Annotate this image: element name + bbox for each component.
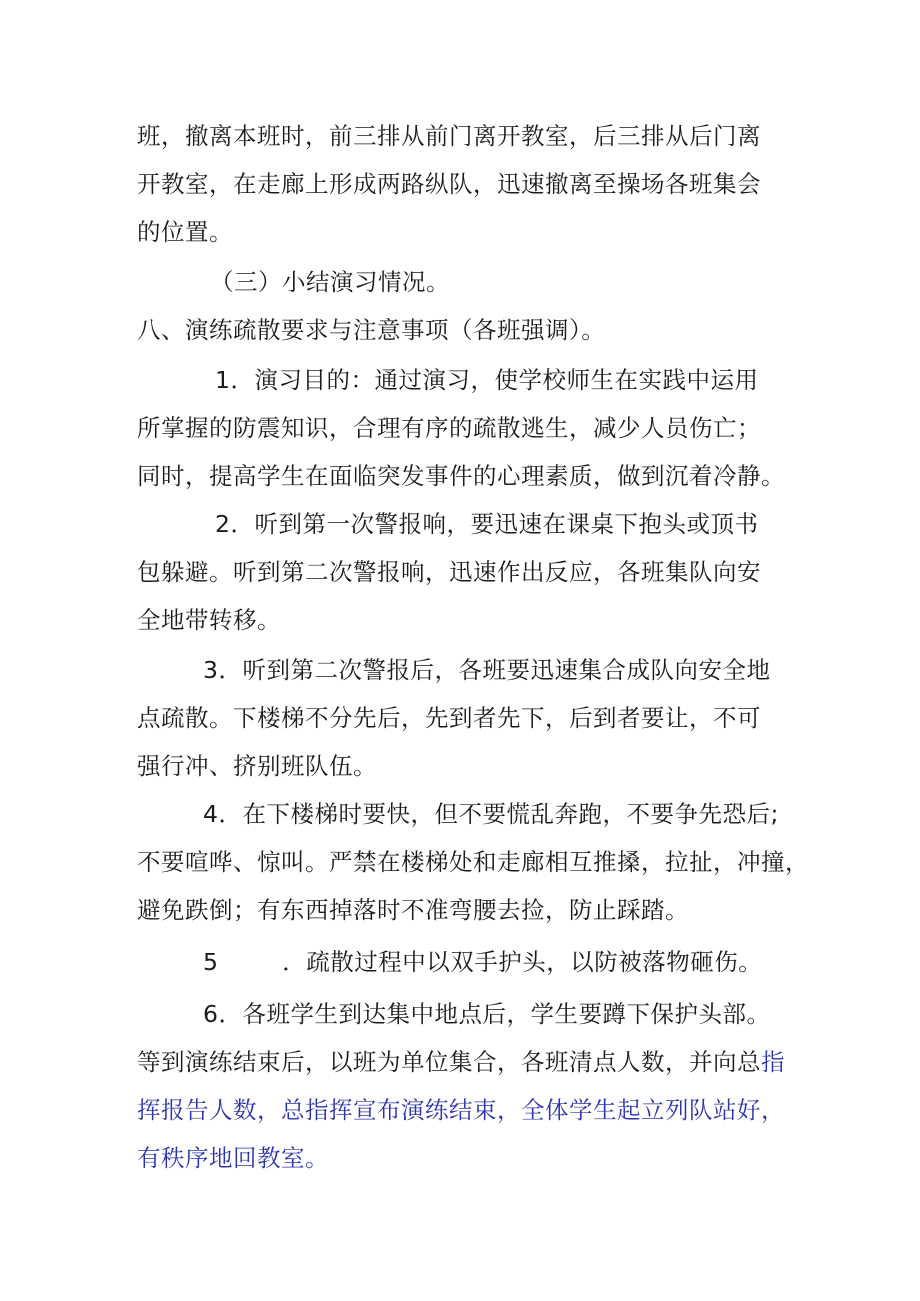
paragraph-line: 的位置。: [137, 218, 233, 246]
list-item-1-line: 所掌握的防震知识，合理有序的疏散逃生，减少人员伤亡；: [137, 414, 761, 442]
list-item-4-line: 避免跌倒；有东西掉落时不准弯腰去捡，防止踩踏。: [137, 896, 689, 924]
list-item-6-line-blue: 有秩序地回教室。: [137, 1144, 329, 1172]
paragraph-line: 开教室，在走廊上形成两路纵队，迅速撤离至操场各班集会: [137, 170, 761, 198]
list-item-4-line: 不要喧哗、惊叫。严禁在楼梯处和走廊相互推搡，拉扯，冲撞，: [137, 848, 809, 876]
list-item-3-line: 强行冲、挤别班队伍。: [137, 752, 377, 780]
list-item-6-line: 6．各班学生到达集中地点后，学生要蹲下保护头部。: [203, 1000, 771, 1028]
paragraph-line: 班，撤离本班时，前三排从前门离开教室，后三排从后门离: [137, 122, 761, 150]
list-item-5-line: 5 ．疏散过程中以双手护头，以防被落物砸伤。: [203, 948, 763, 976]
list-item-2-line: 全地带转移。: [137, 606, 281, 634]
list-item-4-line: 4．在下楼梯时要快，但不要慌乱奔跑，不要争先恐后;: [203, 800, 779, 828]
section-subheading: （三）小结演习情况。: [210, 268, 450, 296]
list-item-6-line-blue: 挥报告人数，总指挥宣布演练结束，全体学生起立列队站好，: [137, 1096, 785, 1124]
list-item-2-line: 2．听到第一次警报响，要迅速在课桌下抱头或顶书: [215, 510, 759, 538]
list-item-1-line: 1．演习目的：通过演习，使学校师生在实践中运用: [215, 366, 759, 394]
list-item-1-line: 同时，提高学生在面临突发事件的心理素质，做到沉着冷静。: [137, 462, 785, 490]
section-heading: 八、演练疏散要求与注意事项（各班强调）。: [137, 316, 606, 344]
list-item-3-line: 3．听到第二次警报后，各班要迅速集合成队向安全地: [203, 656, 771, 684]
list-item-2-line: 包躲避。听到第二次警报响，迅速作出反应，各班集队向安: [137, 558, 761, 586]
list-item-6-blue-text: 指: [761, 1048, 785, 1076]
list-item-6-text: 等到演练结束后，以班为单位集合，各班清点人数，并向总: [137, 1048, 761, 1076]
list-item-6-line: [137, 1046, 785, 1078]
list-item-3-line: 点疏散。下楼梯不分先后，先到者先下，后到者要让，不可: [137, 704, 761, 732]
